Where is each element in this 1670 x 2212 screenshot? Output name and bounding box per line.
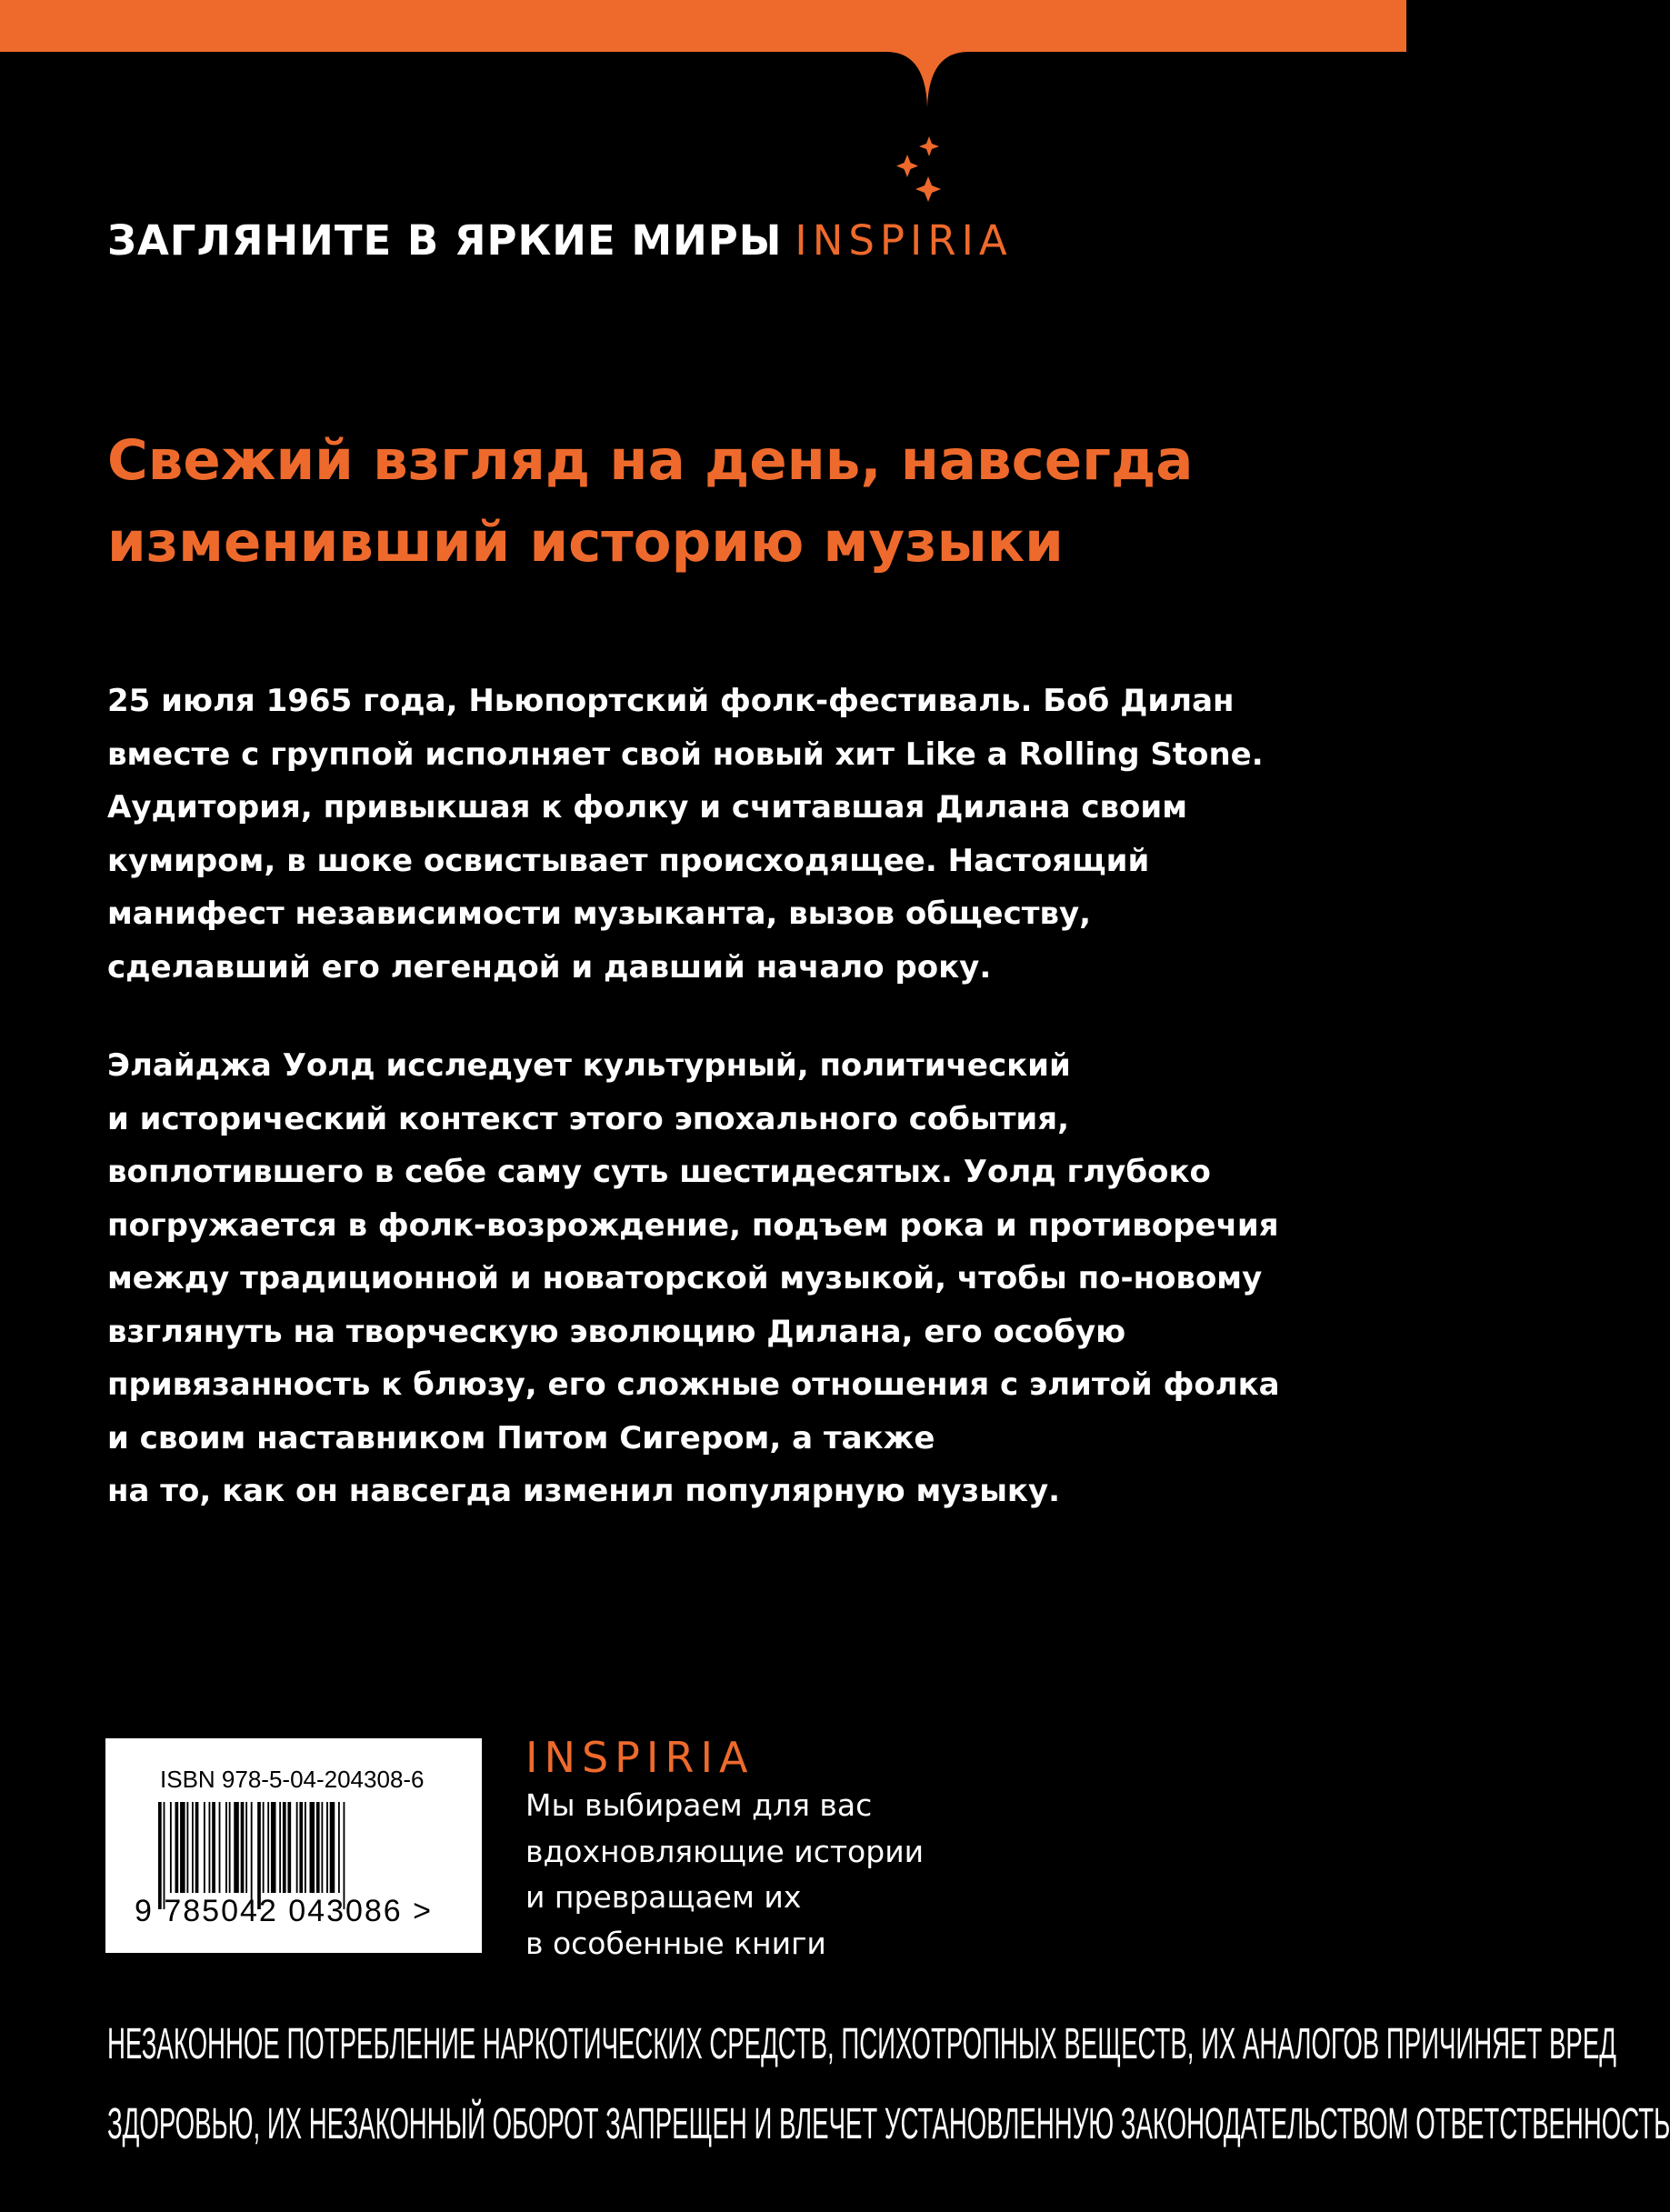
description-paragraph-2 [107, 1039, 1280, 1518]
barcode-bar [338, 1802, 340, 1893]
barcode-bar [321, 1802, 323, 1893]
paragraph-line: воплотившего в себе саму суть шестидесятых. Уолд глубоко [107, 1154, 1211, 1190]
barcode-bar [316, 1802, 320, 1893]
tagline-brand: INSPIRIA [795, 216, 1013, 265]
headline-line: изменивший историю музыки [107, 510, 1064, 575]
publisher-block [525, 1732, 924, 1967]
barcode-bar [279, 1802, 281, 1893]
paragraph-line: привязанность к блюзу, его сложные отношения с элитой фолка [107, 1366, 1280, 1403]
paragraph-line: на то, как он навсегда изменил популярную музыку. [107, 1473, 1061, 1509]
barcode-bar [225, 1802, 227, 1893]
paragraph-line: между традиционной и новаторской музыкой, чтобы по-новому [107, 1260, 1263, 1296]
paragraph-line: взглянуть на творческую эволюцию Дилана, его особую [107, 1313, 1126, 1350]
barcode-bar [263, 1802, 265, 1893]
warning-line: ЗДОРОВЬЮ, ИХ НЕЗАКОННЫЙ ОБОРОТ ЗАПРЕЩЕН И ВЛЕЧЕТ УСТАНОВЛЕННУЮ ЗАКОНОДАТЕЛЬСТВОМ ОТВЕТСТВЕННОСТЬ [107, 2100, 1670, 2148]
isbn-label: ISBN 978-5-04-204308-6 [160, 1766, 425, 1793]
barcode-bar [267, 1802, 269, 1893]
paragraph-line: вместе с группой исполняет свой новый хит Like a Rolling Stone. [107, 736, 1264, 773]
barcode-number: 9 785042 043086 > [135, 1894, 434, 1928]
barcode-bar [245, 1802, 247, 1893]
barcode-bar [287, 1802, 291, 1893]
barcode-bar [204, 1802, 205, 1893]
warning-line: НЕЗАКОННОЕ ПОТРЕБЛЕНИЕ НАРКОТИЧЕСКИХ СРЕДСТВ, ПСИХОТРОПНЫХ ВЕЩЕСТВ, ИХ АНАЛОГОВ ПРИЧИНЯЕТ ВРЕД [107, 2020, 1616, 2068]
publisher-slogan-line: Мы выбираем для вас [525, 1787, 873, 1823]
barcode-bar [212, 1802, 215, 1893]
barcode-bar [195, 1802, 199, 1893]
sparkle-stars-icon [895, 135, 945, 207]
paragraph-line: кумиром, в шоке освистывает происходящее. Настоящий [107, 842, 1150, 879]
barcode-bar [299, 1802, 303, 1893]
paragraph-line: сделавший его легендой и давший начало року. [107, 948, 992, 986]
barcode-bar [234, 1802, 239, 1893]
paragraph-line: и исторический контекст этого эпохального события, [107, 1100, 1069, 1137]
barcode-bar [271, 1802, 276, 1893]
side-notch-decoration [0, 1768, 118, 1923]
series-tagline [107, 216, 1013, 265]
barcode-bar [180, 1802, 185, 1893]
headline-line: Свежий взгляд на день, навсегда [107, 428, 1194, 493]
barcode-bar [296, 1802, 298, 1893]
publisher-name: INSPIRIA [525, 1733, 755, 1782]
tagline-text: ЗАГЛЯНИТЕ В ЯРКИЕ МИРЫ [107, 216, 783, 265]
top-orange-band [0, 0, 1406, 118]
paragraph-line: манифест независимости музыканта, вызов обществу, [107, 896, 1092, 932]
barcode-panel [105, 1738, 482, 1953]
barcode-bar [175, 1802, 179, 1893]
barcode-bar [283, 1802, 286, 1893]
barcode-bar [330, 1802, 335, 1893]
publisher-slogan-line: и превращаем их [525, 1879, 802, 1915]
paragraph-line: Элайджа Уолд исследует культурный, политический [107, 1047, 1071, 1084]
paragraph-line: погружается в фолк-возрождение, подъем рока и противоречия [107, 1206, 1279, 1244]
publisher-slogan-line: вдохновляющие истории [525, 1833, 925, 1869]
barcode-bar [310, 1802, 315, 1893]
barcode-bar [219, 1802, 221, 1893]
legal-warning [107, 2005, 1670, 2165]
barcode-bar [241, 1802, 245, 1893]
barcode-bar [192, 1802, 194, 1893]
barcode-bar [186, 1802, 188, 1893]
barcode-bar [326, 1802, 328, 1893]
paragraph-line: Аудитория, привыкшая к фолку и считавшая Дилана своим [107, 789, 1187, 826]
description-paragraph-1 [107, 675, 1264, 994]
publisher-slogan-line: в особенные книги [525, 1925, 826, 1961]
barcode-bar [305, 1802, 306, 1893]
paragraph-line: 25 июля 1965 года, Ньюпортский фолк-фестиваль. Боб Дилан [107, 683, 1235, 719]
book-headline [107, 420, 1193, 584]
barcode-bar [229, 1802, 231, 1893]
paragraph-line: и своим наставником Питом Сигером, а также [107, 1419, 935, 1456]
barcode-bar [170, 1802, 172, 1893]
barcode-bar [209, 1802, 211, 1893]
